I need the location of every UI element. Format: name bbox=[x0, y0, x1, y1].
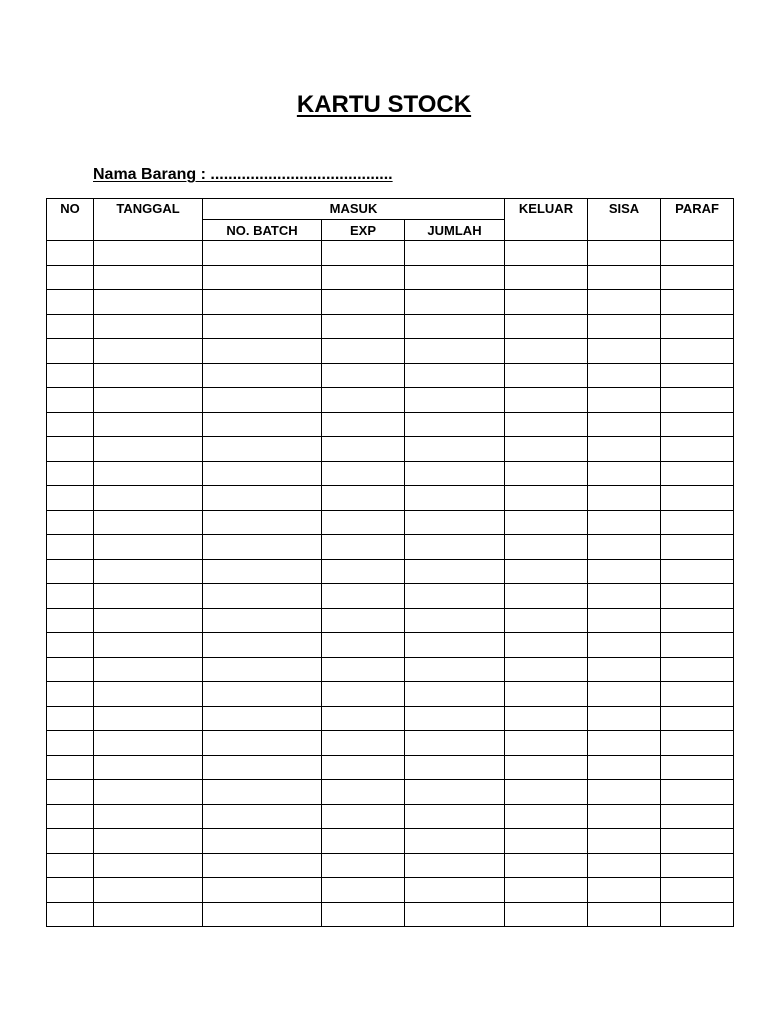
cell-tanggal[interactable] bbox=[94, 265, 203, 290]
cell-exp[interactable] bbox=[322, 755, 405, 780]
cell-tanggal[interactable] bbox=[94, 584, 203, 609]
cell-paraf[interactable] bbox=[661, 461, 734, 486]
cell-keluar[interactable] bbox=[505, 853, 588, 878]
cell-no[interactable] bbox=[47, 437, 94, 462]
table-body bbox=[47, 241, 734, 927]
cell-jumlah[interactable] bbox=[405, 682, 505, 707]
cell-keluar[interactable] bbox=[505, 363, 588, 388]
cell-no-batch[interactable] bbox=[203, 510, 322, 535]
cell-paraf[interactable] bbox=[661, 290, 734, 315]
cell-exp[interactable] bbox=[322, 559, 405, 584]
cell-jumlah[interactable] bbox=[405, 755, 505, 780]
table-row bbox=[47, 853, 734, 878]
cell-tanggal[interactable] bbox=[94, 608, 203, 633]
cell-no[interactable] bbox=[47, 682, 94, 707]
page-title: KARTU STOCK bbox=[296, 91, 472, 118]
cell-no[interactable] bbox=[47, 314, 94, 339]
cell-paraf[interactable] bbox=[661, 339, 734, 364]
cell-no-batch[interactable] bbox=[203, 584, 322, 609]
table-row bbox=[47, 829, 734, 854]
table-row bbox=[47, 388, 734, 413]
cell-paraf[interactable] bbox=[661, 559, 734, 584]
cell-keluar[interactable] bbox=[505, 388, 588, 413]
cell-no-batch[interactable] bbox=[203, 755, 322, 780]
cell-sisa[interactable] bbox=[588, 804, 661, 829]
cell-sisa[interactable] bbox=[588, 265, 661, 290]
cell-keluar[interactable] bbox=[505, 608, 588, 633]
cell-tanggal[interactable] bbox=[94, 339, 203, 364]
table-row bbox=[47, 486, 734, 511]
cell-tanggal[interactable] bbox=[94, 633, 203, 658]
table-row bbox=[47, 657, 734, 682]
cell-exp[interactable] bbox=[322, 486, 405, 511]
cell-exp[interactable] bbox=[322, 241, 405, 266]
cell-no-batch[interactable] bbox=[203, 535, 322, 560]
header-row bbox=[47, 199, 734, 220]
cell-paraf[interactable] bbox=[661, 314, 734, 339]
cell-exp[interactable] bbox=[322, 437, 405, 462]
cell-paraf[interactable] bbox=[661, 388, 734, 413]
table-row bbox=[47, 682, 734, 707]
cell-keluar[interactable] bbox=[505, 902, 588, 927]
cell-keluar[interactable] bbox=[505, 682, 588, 707]
cell-no-batch[interactable] bbox=[203, 804, 322, 829]
cell-keluar[interactable] bbox=[505, 510, 588, 535]
cell-paraf[interactable] bbox=[661, 535, 734, 560]
cell-jumlah[interactable] bbox=[405, 314, 505, 339]
cell-tanggal[interactable] bbox=[94, 559, 203, 584]
cell-tanggal[interactable] bbox=[94, 510, 203, 535]
cell-tanggal[interactable] bbox=[94, 878, 203, 903]
cell-exp[interactable] bbox=[322, 461, 405, 486]
table-row bbox=[47, 437, 734, 462]
cell-no[interactable] bbox=[47, 388, 94, 413]
cell-paraf[interactable] bbox=[661, 878, 734, 903]
cell-keluar[interactable] bbox=[505, 314, 588, 339]
cell-sisa[interactable] bbox=[588, 314, 661, 339]
cell-tanggal[interactable] bbox=[94, 706, 203, 731]
cell-jumlah[interactable] bbox=[405, 706, 505, 731]
cell-sisa[interactable] bbox=[588, 608, 661, 633]
cell-jumlah[interactable] bbox=[405, 290, 505, 315]
cell-paraf[interactable] bbox=[661, 682, 734, 707]
cell-paraf[interactable] bbox=[661, 412, 734, 437]
table-row bbox=[47, 706, 734, 731]
cell-jumlah[interactable] bbox=[405, 902, 505, 927]
cell-no[interactable] bbox=[47, 804, 94, 829]
cell-sisa[interactable] bbox=[588, 755, 661, 780]
column-header-sisa: SISA bbox=[588, 199, 661, 241]
cell-jumlah[interactable] bbox=[405, 780, 505, 805]
cell-no[interactable] bbox=[47, 510, 94, 535]
cell-keluar[interactable] bbox=[505, 486, 588, 511]
cell-no[interactable] bbox=[47, 559, 94, 584]
table-row bbox=[47, 608, 734, 633]
cell-no-batch[interactable] bbox=[203, 363, 322, 388]
cell-sisa[interactable] bbox=[588, 363, 661, 388]
cell-exp[interactable] bbox=[322, 608, 405, 633]
cell-jumlah[interactable] bbox=[405, 461, 505, 486]
cell-sisa[interactable] bbox=[588, 388, 661, 413]
column-header-no-batch: NO. BATCH bbox=[203, 220, 322, 241]
cell-sisa[interactable] bbox=[588, 633, 661, 658]
cell-no[interactable] bbox=[47, 584, 94, 609]
cell-sisa[interactable] bbox=[588, 535, 661, 560]
cell-no-batch[interactable] bbox=[203, 486, 322, 511]
cell-keluar[interactable] bbox=[505, 535, 588, 560]
cell-no[interactable] bbox=[47, 780, 94, 805]
cell-paraf[interactable] bbox=[661, 755, 734, 780]
cell-no[interactable] bbox=[47, 339, 94, 364]
cell-sisa[interactable] bbox=[588, 853, 661, 878]
cell-sisa[interactable] bbox=[588, 461, 661, 486]
cell-jumlah[interactable] bbox=[405, 633, 505, 658]
cell-paraf[interactable] bbox=[661, 780, 734, 805]
cell-tanggal[interactable] bbox=[94, 437, 203, 462]
cell-keluar[interactable] bbox=[505, 412, 588, 437]
cell-sisa[interactable] bbox=[588, 706, 661, 731]
cell-sisa[interactable] bbox=[588, 241, 661, 266]
cell-keluar[interactable] bbox=[505, 241, 588, 266]
cell-tanggal[interactable] bbox=[94, 486, 203, 511]
cell-exp[interactable] bbox=[322, 633, 405, 658]
cell-keluar[interactable] bbox=[505, 657, 588, 682]
cell-paraf[interactable] bbox=[661, 510, 734, 535]
cell-sisa[interactable] bbox=[588, 510, 661, 535]
column-header-no: NO bbox=[47, 199, 94, 241]
cell-no-batch[interactable] bbox=[203, 731, 322, 756]
table-row bbox=[47, 902, 734, 927]
cell-paraf[interactable] bbox=[661, 902, 734, 927]
cell-no-batch[interactable] bbox=[203, 437, 322, 462]
column-header-tanggal: TANGGAL bbox=[94, 199, 203, 241]
cell-keluar[interactable] bbox=[505, 804, 588, 829]
cell-paraf[interactable] bbox=[661, 584, 734, 609]
cell-exp[interactable] bbox=[322, 902, 405, 927]
cell-no[interactable] bbox=[47, 878, 94, 903]
cell-no-batch[interactable] bbox=[203, 706, 322, 731]
cell-jumlah[interactable] bbox=[405, 804, 505, 829]
table-row bbox=[47, 780, 734, 805]
cell-no-batch[interactable] bbox=[203, 412, 322, 437]
cell-jumlah[interactable] bbox=[405, 363, 505, 388]
cell-keluar[interactable] bbox=[505, 878, 588, 903]
cell-no[interactable] bbox=[47, 853, 94, 878]
cell-keluar[interactable] bbox=[505, 584, 588, 609]
cell-exp[interactable] bbox=[322, 388, 405, 413]
cell-jumlah[interactable] bbox=[405, 608, 505, 633]
cell-sisa[interactable] bbox=[588, 339, 661, 364]
cell-sisa[interactable] bbox=[588, 731, 661, 756]
cell-sisa[interactable] bbox=[588, 584, 661, 609]
cell-paraf[interactable] bbox=[661, 608, 734, 633]
cell-keluar[interactable] bbox=[505, 461, 588, 486]
cell-exp[interactable] bbox=[322, 363, 405, 388]
cell-no[interactable] bbox=[47, 290, 94, 315]
cell-no-batch[interactable] bbox=[203, 829, 322, 854]
cell-exp[interactable] bbox=[322, 265, 405, 290]
cell-paraf[interactable] bbox=[661, 437, 734, 462]
table-row bbox=[47, 339, 734, 364]
cell-jumlah[interactable] bbox=[405, 731, 505, 756]
column-header-jumlah: JUMLAH bbox=[405, 220, 505, 241]
cell-sisa[interactable] bbox=[588, 657, 661, 682]
cell-tanggal[interactable] bbox=[94, 731, 203, 756]
cell-sisa[interactable] bbox=[588, 486, 661, 511]
cell-no-batch[interactable] bbox=[203, 682, 322, 707]
cell-sisa[interactable] bbox=[588, 902, 661, 927]
cell-tanggal[interactable] bbox=[94, 902, 203, 927]
cell-jumlah[interactable] bbox=[405, 388, 505, 413]
cell-exp[interactable] bbox=[322, 878, 405, 903]
cell-keluar[interactable] bbox=[505, 633, 588, 658]
cell-no[interactable] bbox=[47, 461, 94, 486]
cell-no-batch[interactable] bbox=[203, 853, 322, 878]
cell-jumlah[interactable] bbox=[405, 412, 505, 437]
cell-tanggal[interactable] bbox=[94, 535, 203, 560]
cell-no-batch[interactable] bbox=[203, 461, 322, 486]
cell-tanggal[interactable] bbox=[94, 461, 203, 486]
cell-paraf[interactable] bbox=[661, 804, 734, 829]
cell-keluar[interactable] bbox=[505, 265, 588, 290]
cell-exp[interactable] bbox=[322, 412, 405, 437]
cell-no-batch[interactable] bbox=[203, 339, 322, 364]
cell-jumlah[interactable] bbox=[405, 339, 505, 364]
cell-tanggal[interactable] bbox=[94, 241, 203, 266]
cell-exp[interactable] bbox=[322, 829, 405, 854]
cell-sisa[interactable] bbox=[588, 412, 661, 437]
cell-no[interactable] bbox=[47, 608, 94, 633]
cell-jumlah[interactable] bbox=[405, 559, 505, 584]
table-row bbox=[47, 314, 734, 339]
cell-no[interactable] bbox=[47, 731, 94, 756]
table-row bbox=[47, 755, 734, 780]
table-row bbox=[47, 804, 734, 829]
cell-paraf[interactable] bbox=[661, 853, 734, 878]
cell-no[interactable] bbox=[47, 755, 94, 780]
cell-no-batch[interactable] bbox=[203, 388, 322, 413]
cell-no[interactable] bbox=[47, 657, 94, 682]
cell-no[interactable] bbox=[47, 829, 94, 854]
cell-tanggal[interactable] bbox=[94, 412, 203, 437]
column-header-masuk: MASUK bbox=[203, 199, 505, 220]
cell-jumlah[interactable] bbox=[405, 878, 505, 903]
table-row bbox=[47, 461, 734, 486]
cell-jumlah[interactable] bbox=[405, 437, 505, 462]
cell-sisa[interactable] bbox=[588, 829, 661, 854]
cell-keluar[interactable] bbox=[505, 559, 588, 584]
cell-no[interactable] bbox=[47, 486, 94, 511]
cell-no-batch[interactable] bbox=[203, 780, 322, 805]
cell-jumlah[interactable] bbox=[405, 584, 505, 609]
table-row bbox=[47, 584, 734, 609]
cell-exp[interactable] bbox=[322, 706, 405, 731]
table-row bbox=[47, 535, 734, 560]
cell-keluar[interactable] bbox=[505, 731, 588, 756]
cell-no[interactable] bbox=[47, 363, 94, 388]
cell-sisa[interactable] bbox=[588, 682, 661, 707]
cell-sisa[interactable] bbox=[588, 878, 661, 903]
cell-no-batch[interactable] bbox=[203, 608, 322, 633]
cell-sisa[interactable] bbox=[588, 780, 661, 805]
cell-exp[interactable] bbox=[322, 535, 405, 560]
cell-tanggal[interactable] bbox=[94, 853, 203, 878]
cell-paraf[interactable] bbox=[661, 265, 734, 290]
table-row bbox=[47, 633, 734, 658]
cell-exp[interactable] bbox=[322, 780, 405, 805]
cell-exp[interactable] bbox=[322, 584, 405, 609]
table-row bbox=[47, 731, 734, 756]
cell-tanggal[interactable] bbox=[94, 755, 203, 780]
cell-keluar[interactable] bbox=[505, 339, 588, 364]
column-header-paraf: PARAF bbox=[661, 199, 734, 241]
cell-sisa[interactable] bbox=[588, 437, 661, 462]
cell-keluar[interactable] bbox=[505, 829, 588, 854]
cell-jumlah[interactable] bbox=[405, 241, 505, 266]
cell-no-batch[interactable] bbox=[203, 633, 322, 658]
cell-paraf[interactable] bbox=[661, 657, 734, 682]
cell-paraf[interactable] bbox=[661, 486, 734, 511]
cell-paraf[interactable] bbox=[661, 241, 734, 266]
cell-no-batch[interactable] bbox=[203, 878, 322, 903]
cell-no[interactable] bbox=[47, 241, 94, 266]
cell-no[interactable] bbox=[47, 902, 94, 927]
stock-card-table bbox=[46, 198, 734, 927]
cell-jumlah[interactable] bbox=[405, 535, 505, 560]
cell-tanggal[interactable] bbox=[94, 682, 203, 707]
cell-no-batch[interactable] bbox=[203, 265, 322, 290]
column-header-keluar: KELUAR bbox=[505, 199, 588, 241]
cell-keluar[interactable] bbox=[505, 780, 588, 805]
cell-no-batch[interactable] bbox=[203, 290, 322, 315]
cell-exp[interactable] bbox=[322, 657, 405, 682]
cell-no-batch[interactable] bbox=[203, 657, 322, 682]
table-row bbox=[47, 878, 734, 903]
table-row bbox=[47, 412, 734, 437]
table-row bbox=[47, 510, 734, 535]
table-row bbox=[47, 559, 734, 584]
cell-keluar[interactable] bbox=[505, 755, 588, 780]
cell-tanggal[interactable] bbox=[94, 314, 203, 339]
cell-tanggal[interactable] bbox=[94, 804, 203, 829]
cell-paraf[interactable] bbox=[661, 731, 734, 756]
cell-exp[interactable] bbox=[322, 682, 405, 707]
cell-no[interactable] bbox=[47, 706, 94, 731]
table-row bbox=[47, 363, 734, 388]
cell-jumlah[interactable] bbox=[405, 486, 505, 511]
table-row bbox=[47, 241, 734, 266]
cell-paraf[interactable] bbox=[661, 633, 734, 658]
cell-tanggal[interactable] bbox=[94, 657, 203, 682]
table-row bbox=[47, 290, 734, 315]
cell-paraf[interactable] bbox=[661, 706, 734, 731]
table-row bbox=[47, 265, 734, 290]
cell-tanggal[interactable] bbox=[94, 829, 203, 854]
cell-no[interactable] bbox=[47, 633, 94, 658]
cell-no-batch[interactable] bbox=[203, 314, 322, 339]
cell-keluar[interactable] bbox=[505, 290, 588, 315]
cell-exp[interactable] bbox=[322, 510, 405, 535]
cell-paraf[interactable] bbox=[661, 829, 734, 854]
cell-no-batch[interactable] bbox=[203, 902, 322, 927]
table-header bbox=[47, 199, 734, 241]
cell-jumlah[interactable] bbox=[405, 265, 505, 290]
column-header-exp: EXP bbox=[322, 220, 405, 241]
cell-jumlah[interactable] bbox=[405, 510, 505, 535]
cell-no[interactable] bbox=[47, 412, 94, 437]
cell-exp[interactable] bbox=[322, 339, 405, 364]
cell-paraf[interactable] bbox=[661, 363, 734, 388]
cell-exp[interactable] bbox=[322, 853, 405, 878]
item-name-field: Nama Barang : ......................................... bbox=[93, 166, 393, 183]
cell-keluar[interactable] bbox=[505, 437, 588, 462]
cell-exp[interactable] bbox=[322, 804, 405, 829]
cell-jumlah[interactable] bbox=[405, 853, 505, 878]
cell-no-batch[interactable] bbox=[203, 241, 322, 266]
cell-sisa[interactable] bbox=[588, 290, 661, 315]
cell-exp[interactable] bbox=[322, 731, 405, 756]
cell-tanggal[interactable] bbox=[94, 290, 203, 315]
cell-tanggal[interactable] bbox=[94, 388, 203, 413]
cell-keluar[interactable] bbox=[505, 706, 588, 731]
cell-exp[interactable] bbox=[322, 314, 405, 339]
cell-jumlah[interactable] bbox=[405, 829, 505, 854]
cell-jumlah[interactable] bbox=[405, 657, 505, 682]
cell-no-batch[interactable] bbox=[203, 559, 322, 584]
cell-sisa[interactable] bbox=[588, 559, 661, 584]
cell-tanggal[interactable] bbox=[94, 363, 203, 388]
cell-no[interactable] bbox=[47, 535, 94, 560]
cell-no[interactable] bbox=[47, 265, 94, 290]
cell-exp[interactable] bbox=[322, 290, 405, 315]
cell-tanggal[interactable] bbox=[94, 780, 203, 805]
